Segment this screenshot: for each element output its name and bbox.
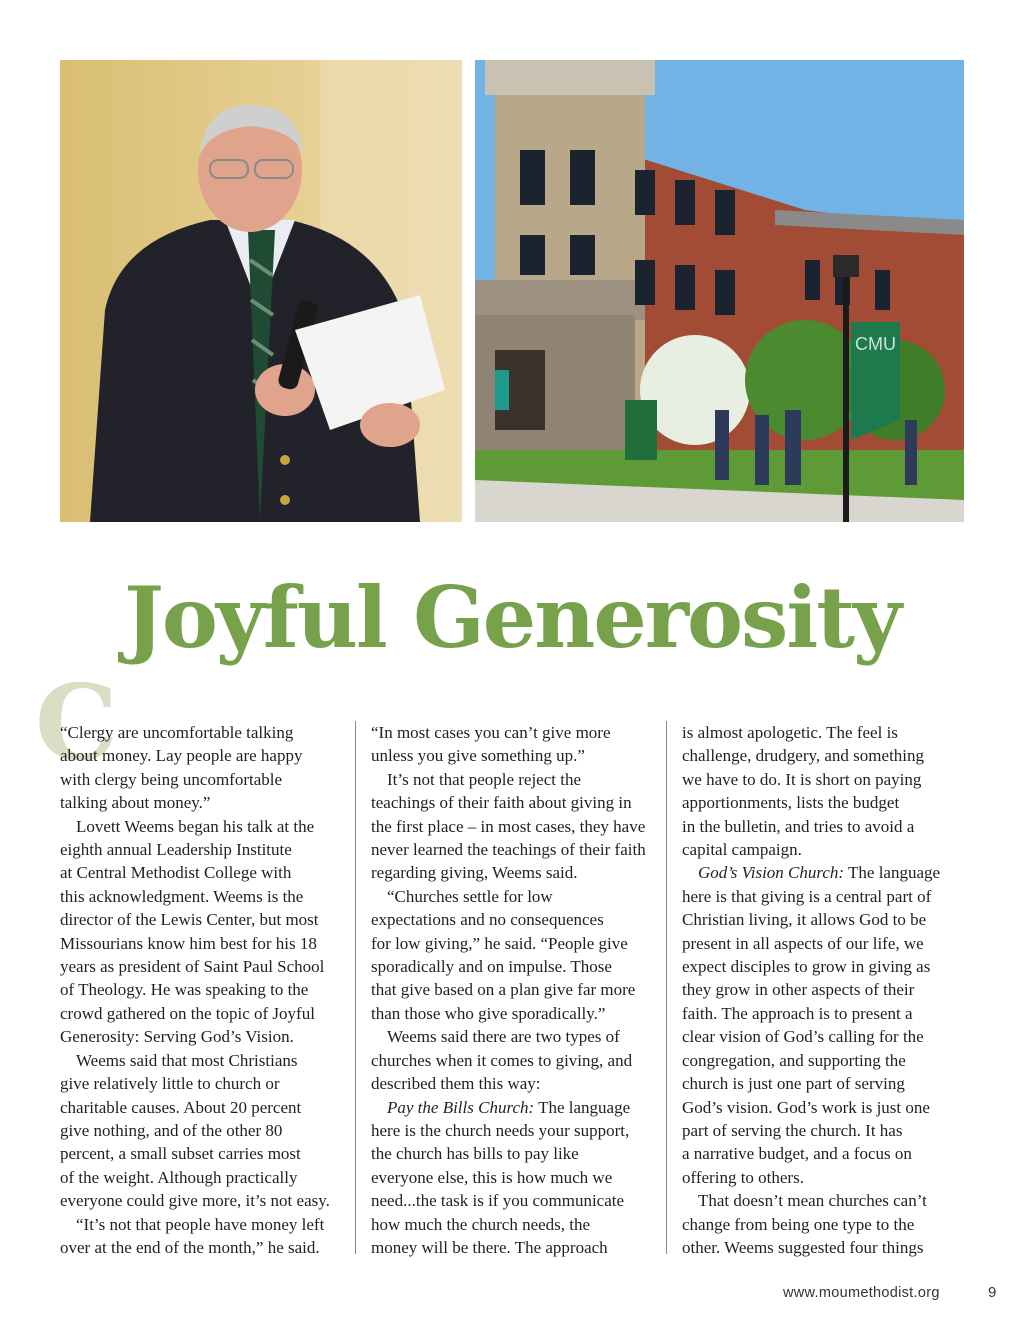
article-line — [682, 744, 966, 767]
article-headline: Joyful Generosity — [124, 568, 900, 667]
article-line — [60, 768, 344, 791]
article-line-text: years as president of Saint Paul School — [60, 957, 325, 977]
article-line — [371, 1002, 655, 1025]
church-type-label: God’s Vision Church: — [698, 863, 845, 883]
article-line-text: faith. The approach is to present a — [682, 1003, 913, 1023]
article-line — [682, 932, 966, 955]
column-divider — [355, 721, 356, 1254]
article-line — [60, 1213, 344, 1236]
article-line — [371, 885, 655, 908]
article-line — [60, 932, 344, 955]
article-line-text: Generosity: Serving God’s Vision. — [60, 1027, 294, 1047]
article-line — [60, 908, 344, 931]
article-line — [371, 1119, 655, 1142]
article-line — [371, 838, 655, 861]
article-column-3 — [682, 721, 966, 1259]
article-line — [60, 978, 344, 1001]
article-line — [371, 1142, 655, 1165]
article-column-2 — [371, 721, 655, 1259]
speaker-photo — [60, 60, 462, 522]
article-line — [371, 721, 655, 744]
article-line-text: “In most cases you can’t give more — [371, 723, 611, 742]
article-line — [371, 744, 655, 767]
article-line-text: here is that giving is a central part of — [682, 886, 932, 906]
banner-text: CMU — [855, 334, 896, 354]
article-line — [682, 1213, 966, 1236]
article-line — [371, 932, 655, 955]
page-number: 9 — [988, 1284, 997, 1301]
article-line — [371, 1096, 655, 1119]
speaker-illustration — [60, 60, 462, 522]
article-line-text: Missourians know him best for his 18 — [60, 933, 317, 953]
article-line — [682, 1189, 966, 1212]
column-divider — [666, 721, 667, 1254]
article-line-text: director of the Lewis Center, but most — [60, 910, 319, 930]
article-line — [60, 721, 344, 744]
article-line-text: over at the end of the month,” he said. — [60, 1237, 320, 1257]
article-line-text: present in all aspects of our life, we — [682, 933, 924, 953]
article-line-text: everyone else, this is how much we — [371, 1167, 613, 1187]
article-line-text: of the weight. Although practically — [60, 1167, 298, 1187]
article-line-text: how much the church needs, the — [371, 1214, 591, 1234]
article-line-text: “Churches settle for low — [387, 886, 553, 906]
article-line — [371, 768, 655, 791]
article-line-text: in the bulletin, and tries to avoid a — [682, 816, 915, 836]
article-line-text: sporadically and on impulse. Those — [371, 957, 612, 977]
article-line-text: The language — [534, 1097, 631, 1117]
article-line — [682, 791, 966, 814]
article-line — [60, 861, 344, 884]
article-line — [682, 1166, 966, 1189]
article-line-text: teachings of their faith about giving in — [371, 793, 632, 813]
article-line-text: The language — [844, 863, 941, 883]
article-line-text: a narrative budget, and a focus on — [682, 1144, 912, 1164]
article-line — [682, 721, 966, 744]
article-line — [682, 815, 966, 838]
article-line-text: capital campaign. — [682, 840, 802, 860]
article-line-text: give relatively little to church or — [60, 1074, 280, 1094]
drop-cap: C — [35, 661, 118, 784]
article-line — [371, 1025, 655, 1048]
article-line-text: eighth annual Leadership Institute — [60, 840, 292, 860]
article-line-text: we have to do. It is short on paying — [682, 769, 922, 789]
article-line — [60, 1142, 344, 1165]
article-line-text: challenge, drudgery, and something — [682, 746, 925, 766]
article-line-text: need...the task is if you communicate — [371, 1191, 625, 1211]
article-line-text: the first place – in most cases, they have — [371, 816, 646, 836]
article-line — [371, 1072, 655, 1095]
article-line — [682, 1096, 966, 1119]
article-line — [60, 955, 344, 978]
article-line-text: give nothing, and of the other 80 — [60, 1120, 283, 1140]
article-line-text: apportionments, lists the budget — [682, 793, 900, 813]
article-line-text: Lovett Weems began his talk at the — [76, 816, 315, 836]
article-line — [682, 838, 966, 861]
article-line-text: churches when it comes to giving, and — [371, 1050, 633, 1070]
article-line-text: for low giving,” he said. “People give — [371, 933, 628, 953]
article-line — [371, 791, 655, 814]
article-line — [60, 815, 344, 838]
article-line — [371, 908, 655, 931]
article-line — [682, 978, 966, 1001]
article-line-text: than those who give sporadically.” — [371, 1003, 606, 1023]
article-line — [371, 815, 655, 838]
article-line-text: here is the church needs your support, — [371, 1120, 630, 1140]
article-line-text: at Central Methodist College with — [60, 863, 292, 883]
article-line — [60, 885, 344, 908]
article-line-text: expect disciples to grow in giving as — [682, 957, 931, 977]
article-line-text: other. Weems suggested four things — [682, 1237, 924, 1257]
article-line — [60, 791, 344, 814]
article-line-text: the church has bills to pay like — [371, 1144, 579, 1164]
article-line — [682, 1236, 966, 1259]
article-line-text: congregation, and supporting the — [682, 1050, 906, 1070]
article-line — [60, 1119, 344, 1142]
article-line — [60, 1002, 344, 1025]
article-line — [60, 1072, 344, 1095]
article-line — [60, 1236, 344, 1259]
article-line-text: never learned the teachings of their faith — [371, 840, 646, 860]
article-line — [60, 744, 344, 767]
church-type-label: Pay the Bills Church: — [387, 1097, 535, 1117]
article-line-text: they grow in other aspects of their — [682, 980, 915, 1000]
article-line — [682, 908, 966, 931]
article-line — [682, 1072, 966, 1095]
article-line-text: this acknowledgment. Weems is the — [60, 886, 304, 906]
article-line-text: Christian living, it allows God to be — [682, 910, 927, 930]
article-line — [371, 1049, 655, 1072]
article-line — [682, 768, 966, 791]
article-line — [60, 1096, 344, 1119]
article-line-text: That doesn’t mean churches can’t — [698, 1191, 927, 1211]
article-line-text: talking about money.” — [60, 793, 211, 813]
article-line — [371, 1189, 655, 1212]
article-column-1 — [60, 721, 344, 1259]
article-line-text: expectations and no consequences — [371, 910, 604, 930]
article-line — [682, 861, 966, 884]
article-line-text: clear vision of God’s calling for the — [682, 1027, 924, 1047]
article-line — [682, 1049, 966, 1072]
article-line-text: is almost apologetic. The feel is — [682, 723, 898, 742]
article-line — [371, 861, 655, 884]
article-line-text: with clergy being uncomfortable — [60, 769, 283, 789]
article-line-text: charitable causes. About 20 percent — [60, 1097, 302, 1117]
article-line-text: crowd gathered on the topic of Joyful — [60, 1003, 315, 1023]
article-line-text: Weems said that most Christians — [76, 1050, 298, 1070]
article-line — [682, 1002, 966, 1025]
article-line — [60, 1189, 344, 1212]
article-line — [682, 1025, 966, 1048]
article-line — [371, 1236, 655, 1259]
article-line-text: It’s not that people reject the — [387, 769, 582, 789]
article-line-text: described them this way: — [371, 1074, 541, 1094]
article-line-text: money will be there. The approach — [371, 1237, 608, 1257]
article-line-text: about money. Lay people are happy — [60, 746, 303, 766]
article-line — [371, 1213, 655, 1236]
article-line — [371, 955, 655, 978]
article-line — [682, 1142, 966, 1165]
article-line — [371, 978, 655, 1001]
article-line-text: that give based on a plan give far more — [371, 980, 636, 1000]
article-line — [60, 1166, 344, 1189]
article-line-text: of Theology. He was speaking to the — [60, 980, 309, 1000]
article-line — [682, 1119, 966, 1142]
footer-website: www.moumethodist.org — [783, 1285, 940, 1301]
article-line-text: God’s vision. God’s work is just one — [682, 1097, 930, 1117]
article-line-text: unless you give something up.” — [371, 746, 585, 766]
article-line — [682, 885, 966, 908]
article-line-text: “Clergy are uncomfortable talking — [60, 723, 294, 742]
article-line-text: offering to others. — [682, 1167, 804, 1187]
article-line — [371, 1166, 655, 1189]
article-line-text: “It’s not that people have money left — [76, 1214, 325, 1234]
article-line — [60, 1049, 344, 1072]
article-line — [60, 838, 344, 861]
article-line-text: everyone could give more, it’s not easy. — [60, 1191, 330, 1211]
campus-photo — [475, 60, 964, 522]
campus-illustration — [475, 60, 964, 522]
article-line-text: percent, a small subset carries most — [60, 1144, 301, 1164]
article-line-text: regarding giving, Weems said. — [371, 863, 578, 883]
article-line-text: part of serving the church. It has — [682, 1120, 903, 1140]
article-line — [682, 955, 966, 978]
article-line-text: change from being one type to the — [682, 1214, 915, 1234]
article-line-text: Weems said there are two types of — [387, 1027, 620, 1047]
article-line — [60, 1025, 344, 1048]
article-line-text: church is just one part of serving — [682, 1074, 905, 1094]
